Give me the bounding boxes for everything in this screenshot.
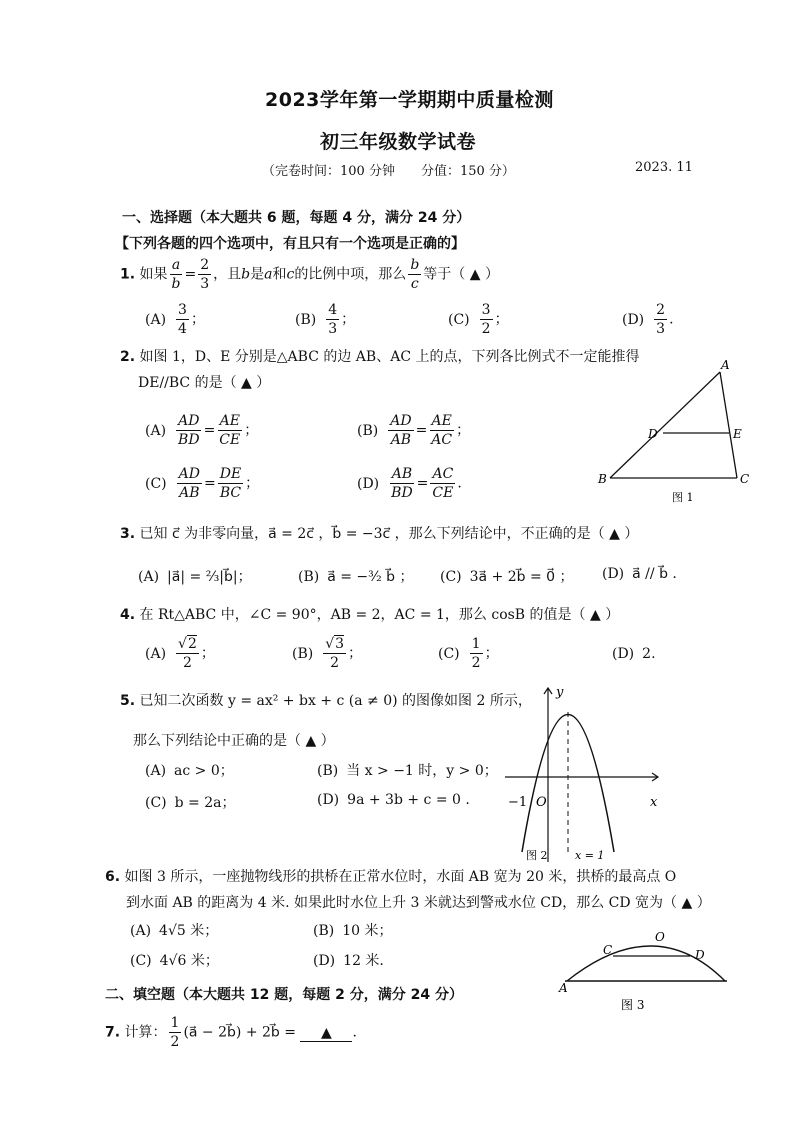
- q5-option-b[interactable]: (B) 当 x > −1 时，y > 0；: [317, 763, 498, 779]
- label-axis-x1: x = 1: [575, 849, 605, 862]
- question-2: 2. 如图 1，D、E 分别是△ABC 的边 AB、AC 上的点，下列各比例式不一定能推得: [120, 349, 640, 365]
- fraction-2-over-3: $\frac{2}{3}$: [200, 257, 210, 292]
- question-3: 3. 已知 c⃗ 为非零向量，a⃗ = 2c⃗ ，b⃗ = −3c⃗ ，那么下列结论中，不正确的是（ ▲ ）: [120, 526, 639, 542]
- q3-option-a[interactable]: (A) |a⃗| = ⅔|b⃗|；: [138, 569, 252, 585]
- q1-option-c[interactable]: (C) $\frac{3}{2}$ ；: [448, 302, 509, 337]
- q5-option-c[interactable]: (C) b = 2a；: [145, 795, 236, 811]
- figure-1: [590, 358, 750, 508]
- fraction-a-over-b: $\frac{a}{b}$: [171, 257, 181, 292]
- q1-option-d[interactable]: (D) $\frac{2}{3}$ .: [622, 302, 674, 337]
- question-number: 1.: [120, 266, 136, 283]
- label-origin: O: [536, 795, 547, 810]
- q5-option-a[interactable]: (A) ac > 0；: [145, 763, 234, 779]
- question-2-line2: DE//BC 的是（ ▲ ）: [138, 375, 271, 391]
- exam-title: 2023学年第一学期期中质量检测: [265, 89, 554, 111]
- label-b: B: [598, 472, 607, 486]
- exam-date: 2023. 11: [635, 160, 693, 175]
- question-6-line2: 到水面 AB 的距离为 4 米. 如果此时水位上升 3 米就达到警戒水位 CD，那么 CD 宽为（ ▲ ）: [126, 895, 711, 911]
- question-5: 5. 已知二次函数 y = ax² + bx + c (a ≠ 0) 的图像如图 2 所示，: [120, 693, 532, 709]
- label-e: E: [733, 427, 742, 441]
- q3-option-c[interactable]: (C) 3a⃗ + 2b⃗ = 0⃗ ；: [440, 569, 574, 585]
- label-y: y: [556, 685, 564, 700]
- q6-option-c[interactable]: (C) 4√6 米；: [130, 953, 219, 969]
- label-c: C: [603, 943, 613, 957]
- edge-ab: [610, 372, 720, 478]
- question-4: 4. 在 Rt△ABC 中，∠C = 90°，AB = 2，AC = 1，那么 cosB 的值是（ ▲ ）: [120, 607, 620, 623]
- label-x: x: [650, 795, 658, 810]
- q6-option-b[interactable]: (B) 10 米；: [313, 923, 393, 939]
- question-6: 6. 如图 3 所示，一座抛物线形的拱桥在正常水位时，水面 AB 宽为 20 米，拱桥的最高点 O: [105, 869, 677, 885]
- q6-option-d[interactable]: (D) 12 米.: [313, 953, 384, 969]
- section1-title: 一、选择题（本大题共 6 题，每题 4 分，满分 24 分）: [122, 210, 471, 226]
- figure-3: [555, 925, 735, 1015]
- section2-title: 二、填空题（本大题共 12 题，每题 2 分，满分 24 分）: [105, 987, 463, 1003]
- q2-option-a[interactable]: (A) $\frac{AD}{BD}$ = $\frac{AE}{CE}$ ；: [145, 413, 259, 448]
- q4-option-d[interactable]: (D) 2.: [612, 646, 656, 662]
- caption-fig3: 图 3: [621, 998, 645, 1012]
- label-d: D: [648, 427, 658, 441]
- label-o: O: [655, 930, 665, 944]
- label-a: A: [559, 981, 568, 995]
- q2-option-d[interactable]: (D) $\frac{AB}{BD}$ = $\frac{AC}{CE}$ .: [357, 466, 462, 501]
- q3-option-b[interactable]: (B) a⃗ = −³⁄₂ b⃗ ；: [298, 569, 414, 585]
- q4-option-c[interactable]: (C) $\frac{1}{2}$ ；: [438, 636, 499, 671]
- question-1: 1. 如果 $\frac{a}{b}$ = $\frac{2}{3}$ ，且b是a和c的比例中项，那么 $\frac{b}{c}$ 等于（ ▲ ）: [120, 257, 499, 292]
- q3-option-d[interactable]: (D) a⃗ // b⃗ .: [602, 566, 677, 582]
- fraction-one-half: $\frac{1}{2}$: [170, 1015, 180, 1050]
- figure-2: [500, 682, 680, 867]
- q4-option-a[interactable]: (A) $\frac{√2}{2}$ ；: [145, 636, 215, 671]
- q6-option-a[interactable]: (A) 4√5 米；: [130, 923, 219, 939]
- q7-answer-blank[interactable]: ▲: [300, 1025, 352, 1042]
- label-c: C: [740, 472, 750, 486]
- q1-option-a[interactable]: (A) $\frac{3}{4}$ ；: [145, 302, 205, 337]
- fraction-b-over-c: $\frac{b}{c}$: [410, 257, 420, 292]
- label-a: A: [721, 358, 730, 372]
- q2-option-c[interactable]: (C) $\frac{AD}{AB}$ = $\frac{DE}{BC}$ ；: [145, 466, 260, 501]
- time-info: （完卷时间：100 分钟 分值：150 分）: [262, 164, 515, 179]
- label-d: D: [695, 948, 705, 962]
- label-neg1: −1: [508, 795, 528, 810]
- question-7: 7. 计算： $\frac{1}{2}$ (a⃗ − 2b⃗) + 2b⃗ = ▲ .: [105, 1015, 357, 1050]
- q4-option-b[interactable]: (B) $\frac{√3}{2}$ ；: [292, 636, 363, 671]
- q1-option-b[interactable]: (B) $\frac{4}{3}$ ；: [295, 302, 356, 337]
- q2-option-b[interactable]: (B) $\frac{AD}{AB}$ = $\frac{AE}{AC}$ ；: [357, 413, 471, 448]
- q5-option-d[interactable]: (D) 9a + 3b + c = 0 .: [317, 792, 470, 808]
- section1-instruction: 【下列各题的四个选项中，有且只有一个选项是正确的】: [115, 236, 465, 252]
- question-5-line2: 那么下列结论中正确的是（ ▲ ）: [133, 733, 335, 749]
- edge-ac: [720, 372, 737, 478]
- caption-fig1: 图 1: [672, 491, 694, 504]
- exam-subtitle: 初三年级数学试卷: [320, 131, 477, 153]
- caption-fig2: 图 2: [526, 849, 548, 862]
